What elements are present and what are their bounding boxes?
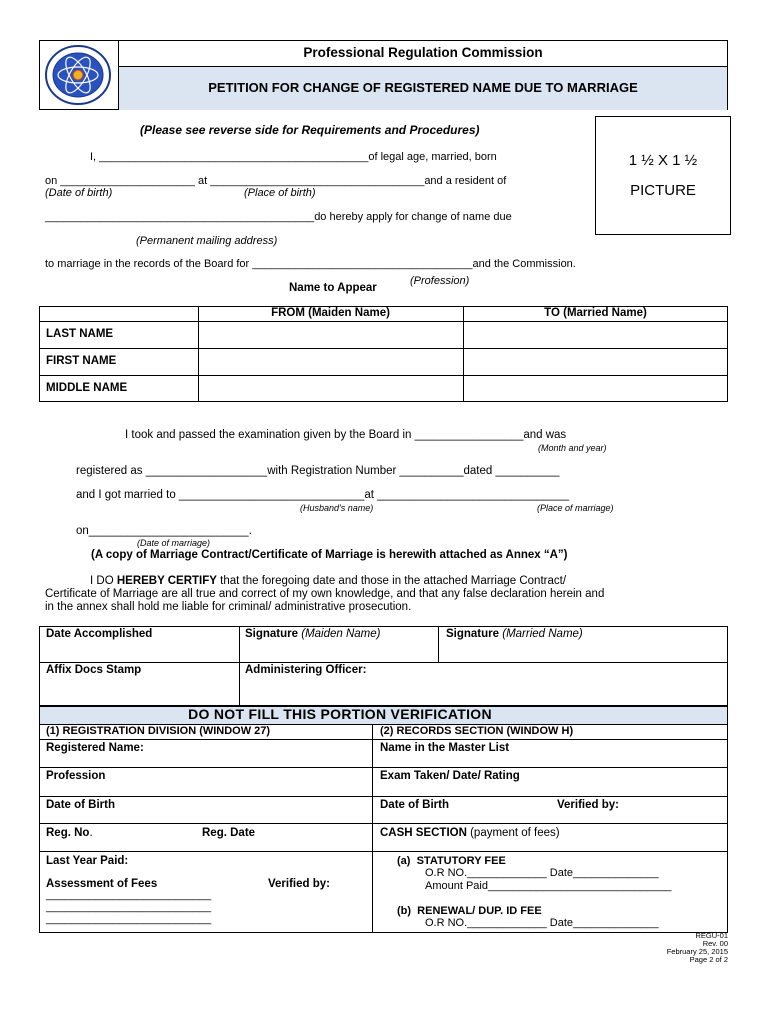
text: Amount Paid bbox=[425, 880, 488, 892]
para2-line2 bbox=[76, 465, 559, 477]
statutory-date-field[interactable]: ______________ bbox=[573, 867, 659, 879]
row-last-name: LAST NAME bbox=[46, 328, 114, 340]
text: (b) bbox=[397, 905, 412, 917]
row-first-name: FIRST NAME bbox=[46, 355, 117, 367]
picture-box bbox=[595, 116, 731, 235]
row-middle-name: MIDDLE NAME bbox=[46, 382, 128, 394]
text: (a) bbox=[397, 855, 411, 867]
pob-caption: (Place of birth) bbox=[244, 187, 316, 199]
picture-size: 1 ½ X 1 ½ bbox=[628, 152, 698, 169]
para1-line4 bbox=[45, 258, 576, 270]
text: I, bbox=[90, 151, 100, 163]
maiden-middle-name-cell[interactable] bbox=[199, 376, 462, 401]
birth-place-field[interactable]: ___________________________________ bbox=[210, 175, 425, 187]
text: (Maiden Name) bbox=[298, 628, 381, 640]
org-name: Professional Regulation Commission bbox=[303, 45, 543, 60]
assessment-label: Assessment of Fees bbox=[46, 878, 158, 890]
renewal-date-field[interactable]: ______________ bbox=[573, 917, 659, 929]
text: Signature bbox=[245, 628, 299, 640]
text: do hereby apply for change of name due bbox=[314, 211, 512, 223]
footer-rev: Rev. 00 bbox=[702, 939, 728, 948]
registration-date-field[interactable]: __________ bbox=[495, 465, 560, 477]
picture-label: PICTURE bbox=[630, 182, 696, 199]
marriage-date-field[interactable]: _________________________ bbox=[88, 525, 249, 537]
rule bbox=[39, 739, 728, 740]
text: O.R NO. bbox=[425, 917, 468, 929]
last-year-paid-label: Last Year Paid: bbox=[46, 855, 129, 867]
text: registered as bbox=[76, 465, 146, 477]
married-first-name-cell[interactable] bbox=[464, 349, 727, 375]
para2-line1 bbox=[125, 429, 566, 441]
text: at bbox=[194, 175, 211, 187]
rule bbox=[39, 796, 728, 797]
registered-name-label: Registered Name: bbox=[46, 742, 144, 754]
profession-field[interactable]: ____________________________________ bbox=[252, 258, 473, 270]
text: STATUTORY FEE bbox=[416, 855, 506, 867]
text: with Registration Number bbox=[267, 465, 400, 477]
husband-caption: (Husband's name) bbox=[300, 503, 374, 513]
rule bbox=[39, 662, 728, 663]
assessment-line-1[interactable]: ___________________________ bbox=[46, 889, 212, 901]
rule bbox=[39, 823, 728, 824]
registration-division-header: (1) REGISTRATION DIVISION (WINDOW 27) bbox=[46, 725, 271, 737]
month-year-caption: (Month and year) bbox=[538, 443, 607, 453]
mailing-address-field[interactable]: ____________________________________________ bbox=[45, 211, 315, 223]
pom-caption: (Place of marriage) bbox=[537, 503, 614, 513]
text: Reg. No bbox=[46, 827, 90, 839]
registration-number-field[interactable]: __________ bbox=[399, 465, 464, 477]
married-middle-name-cell[interactable] bbox=[464, 376, 727, 401]
assessment-line-3[interactable]: ___________________________ bbox=[46, 913, 212, 925]
administering-officer-label: Administering Officer: bbox=[245, 664, 367, 676]
text: O.R NO. bbox=[425, 867, 468, 879]
marriage-place-field[interactable]: ______________________________ bbox=[377, 489, 570, 501]
renewal-or-row bbox=[425, 917, 659, 929]
records-verified-by-label: Verified by: bbox=[557, 799, 619, 811]
married-last-name-cell[interactable] bbox=[464, 322, 727, 348]
registered-as-field[interactable]: ___________________ bbox=[145, 465, 268, 477]
para1-line1 bbox=[90, 151, 497, 163]
profession-caption: (Profession) bbox=[410, 275, 470, 287]
renewal-or-field[interactable]: _____________ bbox=[467, 917, 547, 929]
rule bbox=[372, 724, 373, 933]
cash-section-label bbox=[380, 827, 560, 839]
name-to-appear: Name to Appear bbox=[289, 282, 377, 294]
statutory-or-field[interactable]: _____________ bbox=[467, 867, 547, 879]
text: (Married Name) bbox=[499, 628, 583, 640]
rule bbox=[39, 767, 728, 768]
sig-maiden-label bbox=[245, 628, 381, 640]
para1-line3 bbox=[45, 211, 512, 223]
text: and a resident of bbox=[424, 175, 507, 187]
form-title: PETITION FOR CHANGE OF REGISTERED NAME DUE TO MARRIAGE bbox=[208, 80, 638, 95]
birth-date-field[interactable]: ______________________ bbox=[60, 175, 195, 187]
footer-page: Page 2 of 2 bbox=[689, 955, 728, 964]
text: to marriage in the records of the Board for bbox=[45, 258, 253, 270]
text: CASH SECTION bbox=[380, 827, 467, 839]
text: Date bbox=[546, 867, 573, 879]
date-accomplished-label: Date Accomplished bbox=[46, 628, 153, 640]
maiden-first-name-cell[interactable] bbox=[199, 349, 462, 375]
rule bbox=[239, 626, 240, 706]
text: and I got married to bbox=[76, 489, 179, 501]
text: I DO bbox=[90, 575, 117, 587]
amount-paid-row bbox=[425, 880, 672, 892]
certify-line2: Certificate of Marriage are all true and correct of my own knowledge, and that any false declaration herein and bbox=[45, 588, 605, 600]
pma-caption: (Permanent mailing address) bbox=[136, 235, 278, 247]
para1-line2 bbox=[45, 175, 506, 187]
text: . bbox=[89, 827, 93, 839]
exam-month-year-field[interactable]: _________________ bbox=[414, 429, 524, 441]
husband-name-field[interactable]: _____________________________ bbox=[178, 489, 365, 501]
statutory-or-row bbox=[425, 867, 659, 879]
statutory-fee-row bbox=[397, 855, 506, 867]
hereby-certify: HEREBY CERTIFY bbox=[116, 575, 217, 587]
records-dob-label: Date of Birth bbox=[380, 799, 449, 811]
verification-title: DO NOT FILL THIS PORTION VERIFICATION bbox=[188, 706, 492, 722]
text: RENEWAL/ DUP. ID FEE bbox=[417, 905, 542, 917]
text: (payment of fees) bbox=[466, 827, 560, 839]
col-to-header: TO (Married Name) bbox=[544, 307, 647, 319]
exam-taken-label: Exam Taken/ Date/ Rating bbox=[380, 770, 520, 782]
para2-line3 bbox=[76, 489, 569, 501]
text: . bbox=[248, 525, 252, 537]
records-section-header: (2) RECORDS SECTION (WINDOW H) bbox=[380, 725, 574, 737]
amount-paid-field[interactable]: ______________________________ bbox=[487, 880, 672, 892]
text: of legal age, married, born bbox=[368, 151, 497, 163]
requirements-note: (Please see reverse side for Requirements and Procedures) bbox=[140, 123, 480, 137]
text: Signature bbox=[446, 628, 500, 640]
footer-date: February 25, 2015 bbox=[666, 947, 728, 956]
docs-stamp-label: Affix Docs Stamp bbox=[46, 664, 142, 676]
name-master-list-label: Name in the Master List bbox=[380, 742, 510, 754]
rule bbox=[438, 626, 439, 662]
para2-line4 bbox=[76, 525, 252, 537]
maiden-last-name-cell[interactable] bbox=[199, 322, 462, 348]
verified-by-label: Verified by: bbox=[268, 878, 330, 890]
applicant-name-field[interactable]: ____________________________________________ bbox=[99, 151, 369, 163]
text: I took and passed the examination given by the Board in bbox=[125, 429, 415, 441]
text: on bbox=[45, 175, 61, 187]
col-from-header: FROM (Maiden Name) bbox=[271, 307, 390, 319]
text: on bbox=[76, 525, 89, 537]
certify-line1 bbox=[90, 575, 566, 587]
annex-note: (A copy of Marriage Contract/Certificate of Marriage is herewith attached as Annex “A”) bbox=[91, 549, 568, 561]
sig-married-label bbox=[446, 628, 583, 640]
certify-line3: in the annex shall hold me liable for criminal/ administrative prosecution. bbox=[45, 601, 412, 613]
assessment-line-2[interactable]: ___________________________ bbox=[46, 901, 212, 913]
text: and the Commission. bbox=[472, 258, 576, 270]
rule bbox=[39, 851, 728, 852]
text: at bbox=[364, 489, 378, 501]
reg-no-label bbox=[46, 827, 93, 839]
reg-date-label: Reg. Date bbox=[202, 827, 256, 839]
text: dated bbox=[463, 465, 496, 477]
text: Date bbox=[546, 917, 573, 929]
prc-seal-icon bbox=[43, 44, 113, 109]
text: and was bbox=[523, 429, 567, 441]
footer-code: REGU-01 bbox=[695, 931, 728, 940]
dob-caption: (Date of birth) bbox=[45, 187, 113, 199]
dom-caption: (Date of marriage) bbox=[137, 538, 211, 548]
dob-label: Date of Birth bbox=[46, 799, 115, 811]
profession-label: Profession bbox=[46, 770, 106, 782]
renewal-fee-row bbox=[397, 905, 542, 917]
text: that the foregoing date and those in the attached Marriage Contract/ bbox=[216, 575, 567, 587]
